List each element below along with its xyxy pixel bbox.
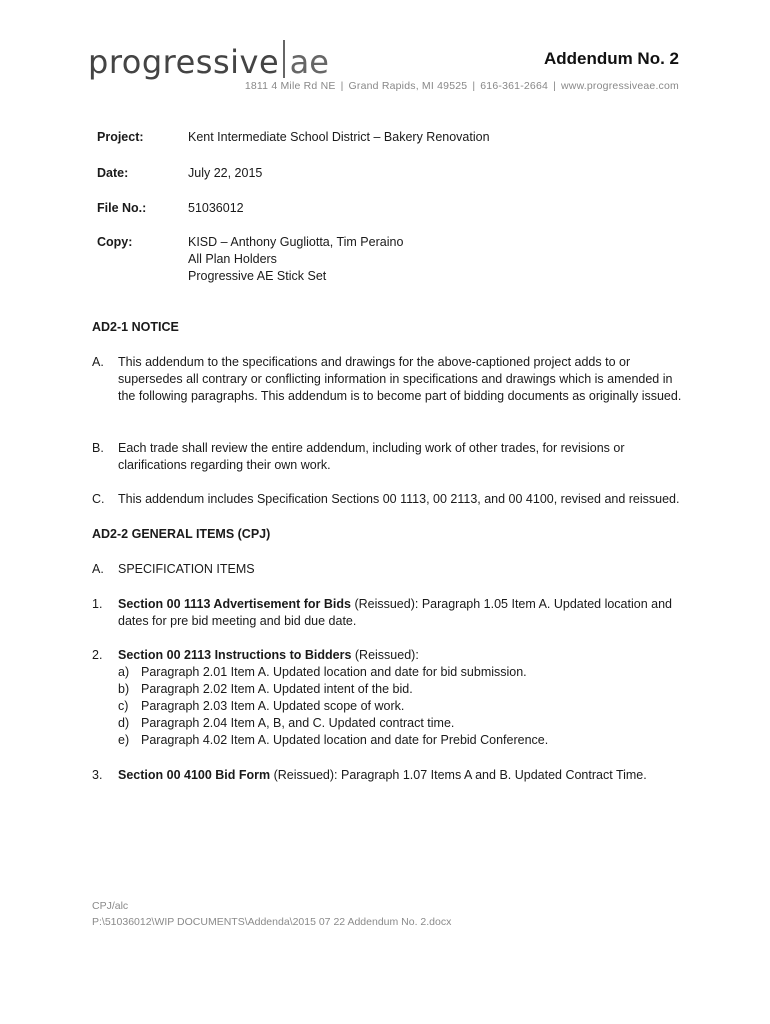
copy-label: Copy: — [97, 235, 133, 249]
copy-values — [188, 234, 403, 285]
item-text: This addendum to the specifications and drawings for the above-captioned project adds to or supersedes all contrary or conflicting information in specifications and drawings which is amended in the following paragraphs. This addendum is to become part of bidding documents as originally issued. — [118, 355, 682, 403]
sub-item-text: Paragraph 2.02 Item A. Updated intent of the bid. — [141, 682, 413, 696]
item-letter: A. — [92, 355, 104, 369]
file-path: P:\51036012\WIP DOCUMENTS\Addenda\2015 07 22 Addendum No. 2.docx — [92, 916, 452, 928]
date-label: Date: — [97, 166, 129, 180]
address-city: Grand Rapids, MI 49525 — [348, 80, 468, 92]
address-separator: | — [472, 80, 476, 92]
sub-item-text: Paragraph 2.04 Item A, B, and C. Updated contract time. — [141, 716, 455, 730]
project-label: Project: — [97, 130, 144, 144]
item-number: 3. — [92, 768, 103, 782]
item-text — [118, 647, 692, 749]
item-letter: B. — [92, 441, 104, 455]
address-street: 1811 4 Mile Rd NE — [244, 80, 336, 92]
item-text: Each trade shall review the entire addendum, including work of other trades, for revisions or clarifications regarding their own work. — [118, 441, 625, 472]
address-separator: | — [553, 80, 556, 92]
file-number-label: File No.: — [97, 201, 147, 215]
sub-item-letter: c) — [118, 699, 129, 713]
sub-item-text: Paragraph 2.03 Item A. Updated scope of work. — [141, 699, 405, 713]
file-number-value: 51036012 — [188, 201, 244, 215]
specification-items-subheading — [92, 561, 692, 578]
copy-recipient: KISD – Anthony Gugliotta, Tim Peraino — [188, 235, 404, 249]
logo-ae: ae — [289, 43, 329, 81]
logo-divider — [283, 40, 285, 78]
sub-item-text: Paragraph 2.01 Item A. Updated location and date for bid submission. — [141, 665, 527, 679]
item-number: 1. — [92, 597, 103, 611]
sub-list-item — [118, 715, 692, 732]
subheading-text: SPECIFICATION ITEMS — [118, 562, 255, 576]
sub-item-letter: a) — [118, 665, 130, 679]
item-letter: C. — [92, 492, 105, 506]
address-website: www.progressiveae.com — [561, 80, 679, 92]
document-title: Addendum No. 2 — [543, 49, 679, 68]
progressive-ae-logo — [88, 30, 329, 81]
copy-recipient: Progressive AE Stick Set — [188, 269, 327, 283]
sub-list-item — [118, 732, 692, 749]
sub-list-item — [118, 698, 692, 715]
copy-recipient: All Plan Holders — [188, 252, 277, 266]
address-phone: 616-361-2664 — [480, 80, 549, 92]
sub-item-letter: d) — [118, 716, 130, 730]
section-title: Section 00 2113 Instructions to Bidders — [118, 648, 352, 662]
item-description: (Reissued): Paragraph 1.07 Items A and B. Updated Contract Time. — [270, 768, 647, 782]
sub-item-text: Paragraph 4.02 Item A. Updated location and date for Prebid Conference. — [141, 733, 549, 747]
item-letter: A. — [92, 562, 104, 576]
address-separator: | — [340, 80, 344, 92]
notice-item — [92, 440, 692, 474]
section-heading-general-items: AD2-2 GENERAL ITEMS (CPJ) — [92, 527, 271, 541]
section-heading-notice: AD2-1 NOTICE — [92, 320, 179, 334]
section-title: Section 00 4100 Bid Form — [118, 768, 271, 782]
item-description: (Reissued): Paragraph 1.05 Item A. Updated location and dates for pre bid meeting and bid due date. — [118, 597, 672, 628]
notice-item — [92, 491, 712, 508]
notice-item — [92, 354, 692, 405]
document-footer — [92, 898, 451, 930]
item-description: (Reissued): — [351, 648, 419, 662]
sub-item-list — [118, 664, 692, 749]
specification-item — [92, 767, 692, 784]
item-text — [118, 767, 692, 784]
item-text: This addendum includes Specification Sections 00 1113, 00 2113, and 00 4100, revised and reissued. — [118, 492, 680, 506]
company-address — [245, 80, 679, 92]
item-number: 2. — [92, 648, 103, 662]
sub-item-letter: e) — [118, 733, 130, 747]
specification-item — [92, 596, 692, 630]
sub-list-item — [118, 681, 692, 698]
author-initials: CPJ/alc — [92, 900, 129, 912]
section-title: Section 00 1113 Advertisement for Bids — [118, 597, 351, 611]
specification-item — [92, 647, 692, 749]
item-text — [118, 596, 692, 630]
logo-wordmark: progressive — [88, 43, 280, 81]
date-value: July 22, 2015 — [188, 166, 263, 180]
sub-list-item — [118, 664, 692, 681]
project-value: Kent Intermediate School District – Bakery Renovation — [188, 130, 490, 144]
sub-item-letter: b) — [118, 682, 130, 696]
